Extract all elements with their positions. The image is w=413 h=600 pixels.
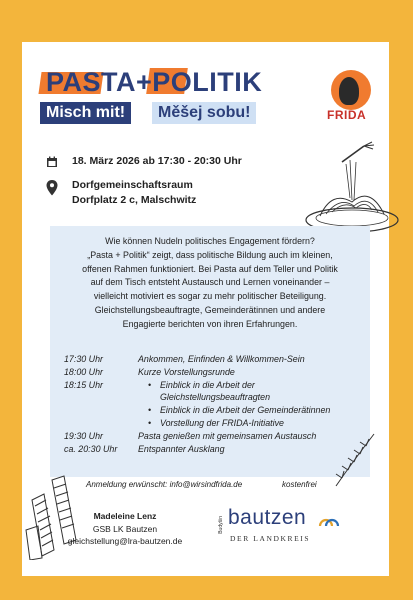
bullet-icon: • — [148, 380, 152, 390]
agenda-description: Kurze Vorstellungsrunde — [138, 367, 235, 377]
agenda-time: 17:30 Uhr — [64, 354, 103, 364]
intro-text — [50, 235, 370, 332]
agenda-time: 18:00 Uhr — [64, 367, 103, 377]
intro-line: offenen Rahmen funktioniert. Bei Pasta auf dem Teller und Politik — [82, 263, 338, 274]
contact-organization: GSB LK Bautzen — [92, 523, 158, 534]
intro-line: vielleicht motiviert es sogar zu mehr politischer Beteiligung. — [93, 291, 327, 302]
bautzen-sorbian-name: Budyšin — [218, 516, 224, 534]
event-address: Dorfplatz 2 c, Malschwitz — [72, 194, 197, 206]
bautzen-rings-icon — [318, 514, 340, 528]
registration-text: Anmeldung erwünscht: info@wirsindfrida.de — [86, 480, 243, 489]
bautzen-wordmark: bautzen — [228, 506, 307, 529]
landkreis-bautzen-logo — [218, 508, 348, 548]
intro-line: Engagierte berichten von ihren Erfahrungen. — [122, 318, 298, 329]
bautzen-subtitle: DER LANDKREIS — [230, 534, 311, 543]
logo-subtitle-german: Misch mit! — [40, 102, 131, 124]
free-of-charge-label: kostenfrei — [282, 480, 317, 489]
agenda-time: 19:30 Uhr — [64, 431, 103, 441]
intro-line: auf dem Tisch entsteht Austausch und Lernen voneinander – — [90, 277, 330, 288]
agenda-time: ca. 20:30 Uhr — [64, 444, 118, 454]
frida-logo — [325, 70, 379, 134]
contact-name: Madeleine Lenz — [93, 511, 157, 521]
agenda-bullet-text: Gleichstellungsbeauftragten — [160, 392, 271, 402]
contact-block — [65, 510, 185, 548]
agenda-bullet-text: Vorstellung der FRIDA-Initiative — [160, 418, 284, 428]
intro-line: Wie können Nudeln politisches Engagement fördern? — [105, 236, 315, 246]
bullet-icon: • — [148, 405, 152, 415]
agenda-bullet-text: Einblick in die Arbeit der — [160, 380, 255, 390]
pasta-plate-illustration — [292, 140, 402, 240]
agenda-description: Ankommen, Einfinden & Willkommen-Sein — [138, 354, 305, 364]
agenda-description: Pasta genießen mit gemeinsamen Austausch — [138, 431, 317, 441]
location-pin-icon — [46, 180, 58, 196]
agenda-time: 18:15 Uhr — [64, 380, 103, 390]
frida-face-icon — [339, 77, 359, 105]
agenda-bullet-text: Einblick in die Arbeit der Gemeinderätinnen — [160, 405, 331, 415]
logo-subtitle-sorbian: Měšej sobu! — [152, 102, 256, 124]
event-venue: Dorfgemeinschaftsraum — [72, 179, 193, 191]
contact-email[interactable]: gleichstellung@lra-bautzen.de — [67, 536, 183, 546]
intro-line: „Pasta + Politik“ zeigt, dass politische Bildung auch im kleinen, — [87, 249, 333, 260]
event-date-time-text: 18. März 2026 ab 17:30 - 20:30 Uhr — [72, 155, 242, 167]
pasta-politik-logo — [40, 66, 280, 128]
logo-title: PASTA+POLITIK — [46, 67, 263, 97]
intro-line: Gleichstellungsbeauftragte, Gemeinderätinnen und andere — [94, 304, 326, 315]
rosemary-illustration — [330, 430, 380, 490]
agenda-description: Entspannter Ausklang — [138, 444, 225, 454]
frida-wordmark: FRIDA — [327, 108, 367, 122]
calendar-icon — [46, 156, 58, 168]
bullet-icon: • — [148, 418, 152, 428]
registration-line — [86, 480, 317, 489]
